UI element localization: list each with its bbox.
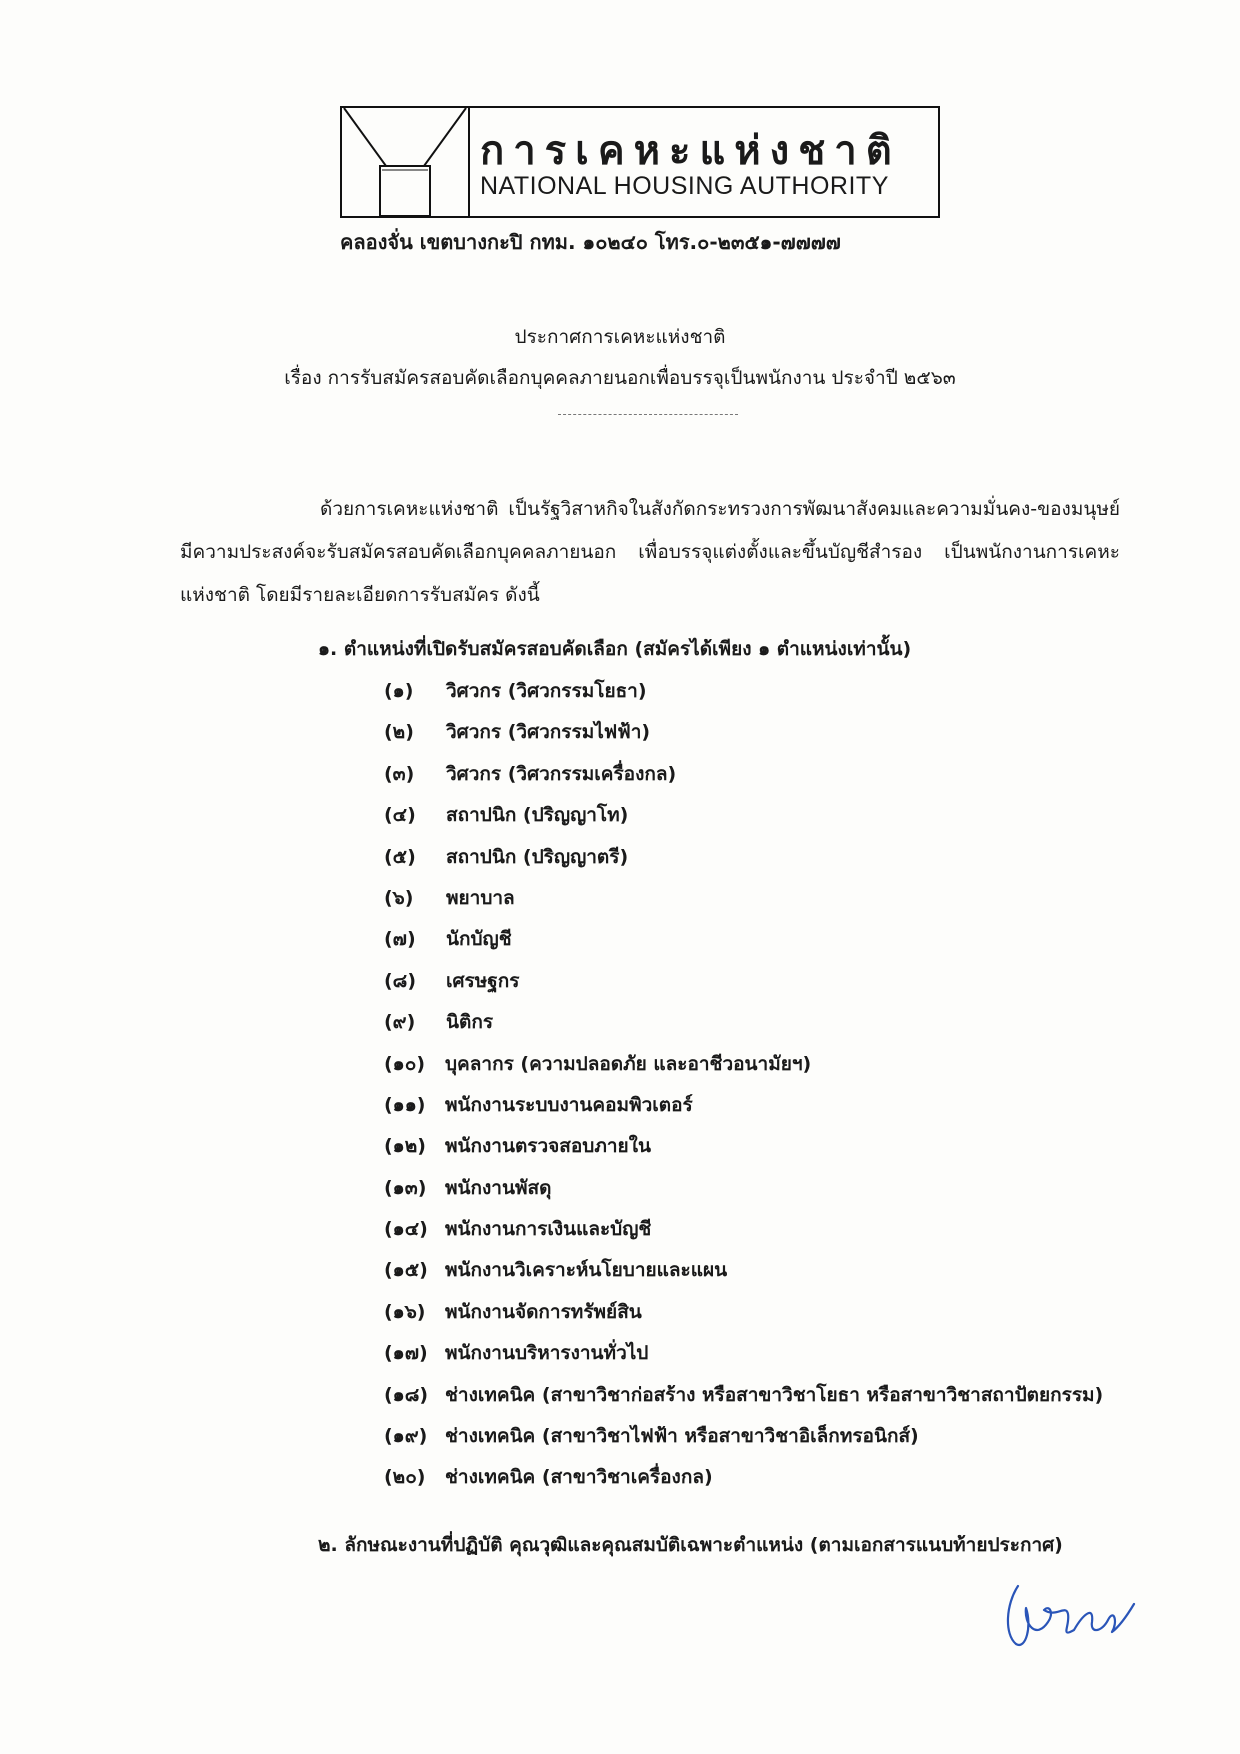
- list-item: [384, 1044, 1144, 1085]
- item-label: พยาบาล: [446, 886, 515, 909]
- signature-icon: [996, 1574, 1146, 1654]
- item-label: พนักงานพัสดุ: [445, 1176, 552, 1199]
- item-label: นักบัญชี: [446, 928, 512, 951]
- item-number: (๑๑): [384, 1093, 426, 1116]
- item-number: (๑๓): [384, 1176, 427, 1199]
- item-number: (๑๖): [384, 1300, 426, 1323]
- list-item: [384, 671, 1144, 712]
- list-item: [384, 837, 1144, 878]
- list-item: [384, 1375, 1144, 1416]
- list-item: [384, 1250, 1144, 1291]
- list-item: [384, 1416, 1144, 1457]
- heading-divider: [558, 414, 738, 415]
- section-2-title: ๒. ลักษณะงานที่ปฏิบัติ คุณวุฒิและคุณสมบัติเฉพาะตำแหน่ง (ตามเอกสารแนบท้ายประกาศ): [318, 1534, 1063, 1556]
- item-number: (๒๐): [384, 1466, 426, 1489]
- item-number: (๙): [384, 1011, 416, 1034]
- nha-emblem-icon: [342, 108, 468, 216]
- list-item: [384, 1333, 1144, 1374]
- list-item: [384, 919, 1144, 960]
- nha-logo: [340, 106, 940, 218]
- positions-list: [384, 671, 1144, 1499]
- item-number: (๓): [384, 762, 415, 785]
- item-label: พนักงานตรวจสอบภายใน: [445, 1135, 651, 1158]
- item-number: (๑๔): [384, 1218, 428, 1241]
- item-label: วิศวกร (วิศวกรรมเครื่องกล): [446, 762, 677, 785]
- list-item: [384, 795, 1144, 836]
- item-label: สถาปนิก (ปริญญาโท): [446, 804, 629, 827]
- item-label: นิติกร: [446, 1011, 494, 1034]
- intro-paragraph: [180, 488, 1120, 617]
- item-number: (๑): [384, 680, 414, 702]
- item-number: (๑๒): [384, 1135, 426, 1158]
- item-label: ช่างเทคนิค (สาขาวิชาไฟฟ้า หรือสาขาวิชาอิเล็กทรอนิกส์): [445, 1425, 919, 1448]
- list-item: [384, 1457, 1144, 1498]
- item-label: พนักงานวิเคราะห์นโยบายและแผน: [445, 1259, 728, 1282]
- item-label: วิศวกร (วิศวกรรมไฟฟ้า): [446, 721, 651, 744]
- item-label: บุคลากร (ความปลอดภัย และอาชีวอนามัยฯ): [445, 1052, 812, 1075]
- item-number: (๑๗): [384, 1342, 428, 1365]
- item-number: (๑๐): [384, 1052, 426, 1075]
- section-1-title: ๑. ตำแหน่งที่เปิดรับสมัครสอบคัดเลือก (สมัครได้เพียง ๑ ตำแหน่งเท่านั้น): [318, 638, 912, 660]
- item-label: ช่างเทคนิค (สาขาวิชาก่อสร้าง หรือสาขาวิชาโยธา หรือสาขาวิชาสถาปัตยกรรม): [445, 1383, 1104, 1406]
- item-label: พนักงานระบบงานคอมพิวเตอร์: [445, 1093, 693, 1116]
- item-label: พนักงานการเงินและบัญชี: [445, 1218, 652, 1241]
- item-number: (๑๘): [384, 1383, 429, 1406]
- item-label: พนักงานบริหารงานทั่วไป: [445, 1342, 649, 1365]
- item-label: เศรษฐกร: [446, 969, 520, 992]
- logo-divider: [468, 108, 470, 216]
- announcement-heading: ประกาศการเคหะแห่งชาติ: [514, 326, 726, 348]
- item-number: (๑๕): [384, 1259, 428, 1282]
- list-item: [384, 1002, 1144, 1043]
- item-label: ช่างเทคนิค (สาขาวิชาเครื่องกล): [445, 1466, 713, 1489]
- announcement-subject: เรื่อง การรับสมัครสอบคัดเลือกบุคคลภายนอกเพื่อบรรจุเป็นพนักงาน ประจำปี ๒๕๖๓: [284, 367, 956, 389]
- list-item: [384, 1292, 1144, 1333]
- item-number: (๑๙): [384, 1425, 428, 1448]
- org-name-english: NATIONAL HOUSING AUTHORITY: [480, 172, 889, 200]
- item-number: (๘): [384, 969, 417, 992]
- list-item: [384, 712, 1144, 753]
- list-item: [384, 754, 1144, 795]
- item-number: (๒): [384, 721, 414, 744]
- list-item: [384, 878, 1144, 919]
- item-label: วิศวกร (วิศวกรรมโยธา): [446, 680, 647, 702]
- list-item: [384, 1209, 1144, 1250]
- item-number: (๖): [384, 886, 414, 909]
- item-number: (๕): [384, 845, 416, 868]
- org-name-thai: การเคหะแห่งชาติ: [480, 128, 901, 174]
- intro-text: ด้วยการเคหะแห่งชาติ เป็นรัฐวิสาหกิจในสังกัดกระทรวงการพัฒนาสังคมและความมั่นคง-ของมนุษย์ มีความประสงค์จะรับสมัครสอบคัดเลือกบุคคลภายนอก เพื่อบรรจุแต่งตั้งและขึ้นบัญชีสำรอง เป็นพนักงานการเคหะแห่งชาติ โดยมีรายละเอียดการรับสมัคร ดังนี้: [180, 498, 1120, 606]
- list-item: [384, 1085, 1144, 1126]
- list-item: [384, 1126, 1144, 1167]
- item-number: (๗): [384, 928, 416, 951]
- item-number: (๔): [384, 804, 416, 827]
- item-label: สถาปนิก (ปริญญาตรี): [446, 845, 629, 868]
- org-address: คลองจั่น เขตบางกะปิ กทม. ๑๐๒๔๐ โทร.๐-๒๓๕๑-๗๗๗๗: [340, 230, 841, 254]
- list-item: [384, 961, 1144, 1002]
- list-item: [384, 1168, 1144, 1209]
- item-label: พนักงานจัดการทรัพย์สิน: [445, 1300, 642, 1323]
